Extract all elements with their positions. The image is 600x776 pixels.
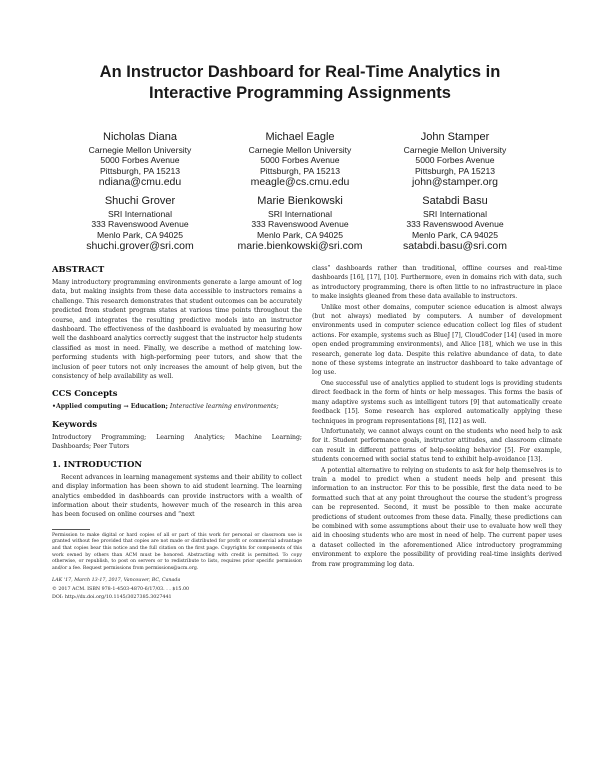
author-address: 5000 Forbes Avenue	[260, 155, 340, 166]
copyright-line: © 2017 ACM. ISBN 978-1-4503-4870-6/17/03. . . $15.00	[52, 586, 190, 592]
author-city: Menlo Park, CA 94025	[257, 229, 343, 240]
author-city: Pittsburgh, PA 15213	[99, 165, 181, 176]
author-affiliation: Carnegie Mellon University	[403, 145, 507, 155]
body-paragraph: A potential alternative to relying on students to ask for help themselves is to train a model to predict when a student needs help and present this information to an instructor. For this to be possible, first the data need to be formatted such that at any point throughout the course the student’s progress can be represented. Second, it must be possible to then make accurate predictions of student outcomes from these data. Finally, these predictions can be combined with some assumptions about their use to evaluate how well they aid in choosing students who are most in need of help. The current paper uses a dataset collected in the aforementioned Alice introductory programming environment to explore the possibility of providing real-time insights derived from raw programming log data.	[312, 466, 562, 568]
introduction-paragraph: Recent advances in learning management systems and their ability to collect and display information has been shown to aid student learning. The learning analytics embedded in dashboards can provide instructors with a wealth of information about their students, however much of the research in this area has been focused on online courses and “next	[52, 473, 302, 519]
author-affiliation: SRI International	[422, 209, 487, 219]
conference-venue: LAK '17, March 13-17, 2017, Vancouver, BC, Canada	[52, 578, 181, 584]
ccs-heading: CCS Concepts	[52, 388, 118, 399]
author-address: 333 Ravenswood Avenue	[251, 219, 349, 230]
author-block	[215, 131, 385, 189]
author-address: 333 Ravenswood Avenue	[406, 219, 504, 230]
author-email[interactable]: satabdi.basu@sri.com	[402, 239, 508, 252]
author-name: Nicholas Diana	[103, 131, 177, 143]
ccs-primary: Applied computing → Education;	[55, 403, 168, 411]
author-name: Marie Bienkowski	[257, 195, 343, 207]
footnote-divider	[52, 529, 90, 530]
ccs-bullet: •	[52, 403, 56, 411]
author-name: Michael Eagle	[265, 131, 335, 143]
author-affiliation: SRI International	[267, 209, 332, 219]
body-paragraph: Unlike most other domains, computer science education is almost always (but not always) mediated by computers. A number of development environments used in computer science education collect log files of student actions. For example, systems such as BlueJ [7], CloudCoder [14] (used in more open ended programming environments), and Alice [18], which we use in this research, generate log data. Despite this relative abundance of data, to date none of these systems integrate an instructor dashboard to take advantage of log use.	[312, 303, 562, 377]
author-address: 5000 Forbes Avenue	[100, 155, 180, 166]
author-email[interactable]: shuchi.grover@sri.com	[86, 239, 194, 252]
keywords-heading: Keywords	[52, 418, 98, 429]
author-affiliation: Carnegie Mellon University	[248, 145, 352, 155]
author-block	[55, 195, 225, 253]
author-email[interactable]: ndiana@cmu.edu	[98, 175, 182, 188]
author-affiliation: Carnegie Mellon University	[88, 145, 192, 155]
ccs-secondary: Interactive learning environments;	[169, 403, 279, 411]
body-paragraph: One successful use of analytics applied to student logs is providing students direct feedback in the form of hints or help messages. This forms the basis of many adaptive systems such as intelligent tutors [9] that automatically create feedback [15]. Some research has explored automatically applying these techniques in program representations [8], [12] as well.	[312, 379, 562, 425]
ccs-concepts	[52, 402, 302, 411]
paper-title	[40, 62, 560, 104]
author-email[interactable]: john@stamper.org	[412, 175, 498, 188]
paper-title-line-1: An Instructor Dashboard for Real-Time Analytics in	[99, 63, 501, 81]
author-city: Pittsburgh, PA 15213	[414, 165, 496, 176]
author-block	[370, 131, 540, 189]
author-address: 333 Ravenswood Avenue	[91, 219, 189, 230]
author-email[interactable]: marie.bienkowski@sri.com	[237, 239, 363, 252]
abstract-heading: ABSTRACT	[52, 264, 105, 274]
paper-title-line-2: Interactive Programming Assignments	[149, 84, 451, 102]
introduction-heading: 1. INTRODUCTION	[52, 458, 143, 469]
permission-notice: Permission to make digital or hard copies of all or part of this work for personal or classroom use is granted without fee provided that copies are not made or distributed for profit or commercial advantage and that copies bear this notice and the full citation on the first page. Copyrights for components of this work owned by others than ACM must be honored. Abstracting with credit is permitted. To copy otherwise, or republish, to post on servers or to redistribute to lists, requires prior specific permission and/or a fee. Request permissions from permissions@acm.org.	[52, 532, 302, 571]
author-city: Pittsburgh, PA 15213	[259, 165, 341, 176]
body-paragraph: Unfortunately, we cannot always count on the students who need help to ask for it. Student performance goals, instructor attitudes, and classroom climate can result in different patterns of help-seeking behavior [5]. For example, students concerned with social status tend to exhibit help-avoidance [13].	[312, 427, 562, 464]
keywords-text: Introductory Programming; Learning Analytics; Machine Learning; Dashboards; Peer Tutors	[52, 433, 302, 451]
author-name: Shuchi Grover	[104, 195, 176, 207]
left-column	[52, 264, 302, 603]
author-block	[215, 195, 385, 253]
author-name: John Stamper	[420, 131, 490, 143]
author-block	[55, 131, 225, 189]
author-affiliation: SRI International	[107, 209, 172, 219]
author-email[interactable]: meagle@cs.cmu.edu	[250, 175, 350, 188]
author-block	[370, 195, 540, 253]
author-city: Menlo Park, CA 94025	[412, 229, 498, 240]
doi-link[interactable]: DOI: http://dx.doi.org/10.1145/3027385.3027441	[52, 595, 172, 601]
body-paragraph: class” dashboards rather than traditional, offline courses and real-time dashboards [16], [17], [10]. Furthermore, even in domains rich with data, such as introductory programming, there is often little to no infrastructure in place to make insights gleaned from these data available to instructors.	[312, 265, 562, 301]
right-column	[312, 264, 562, 570]
author-name: Satabdi Basu	[422, 195, 488, 207]
author-address: 5000 Forbes Avenue	[415, 155, 495, 166]
author-city: Menlo Park, CA 94025	[97, 229, 183, 240]
abstract-text: Many introductory programming environments generate a large amount of log data, but making insights from these data accessible to instructors remains a challenge. This research demonstrates that student outcomes can be accurately predicted from student program states at various time points throughout the course, and integrates the resulting predictive models into an instructor dashboard. The effectiveness of the dashboard is evaluated by measuring how well the dashboard analytics correctly suggest that the instructor help students classified as most in need. Finally, we describe a method of matching low-performing students with high-performing peer tutors, and show that the inclusion of peer tutors not only increases the amount of help given, but the consistency of help availability as well.	[52, 279, 302, 381]
